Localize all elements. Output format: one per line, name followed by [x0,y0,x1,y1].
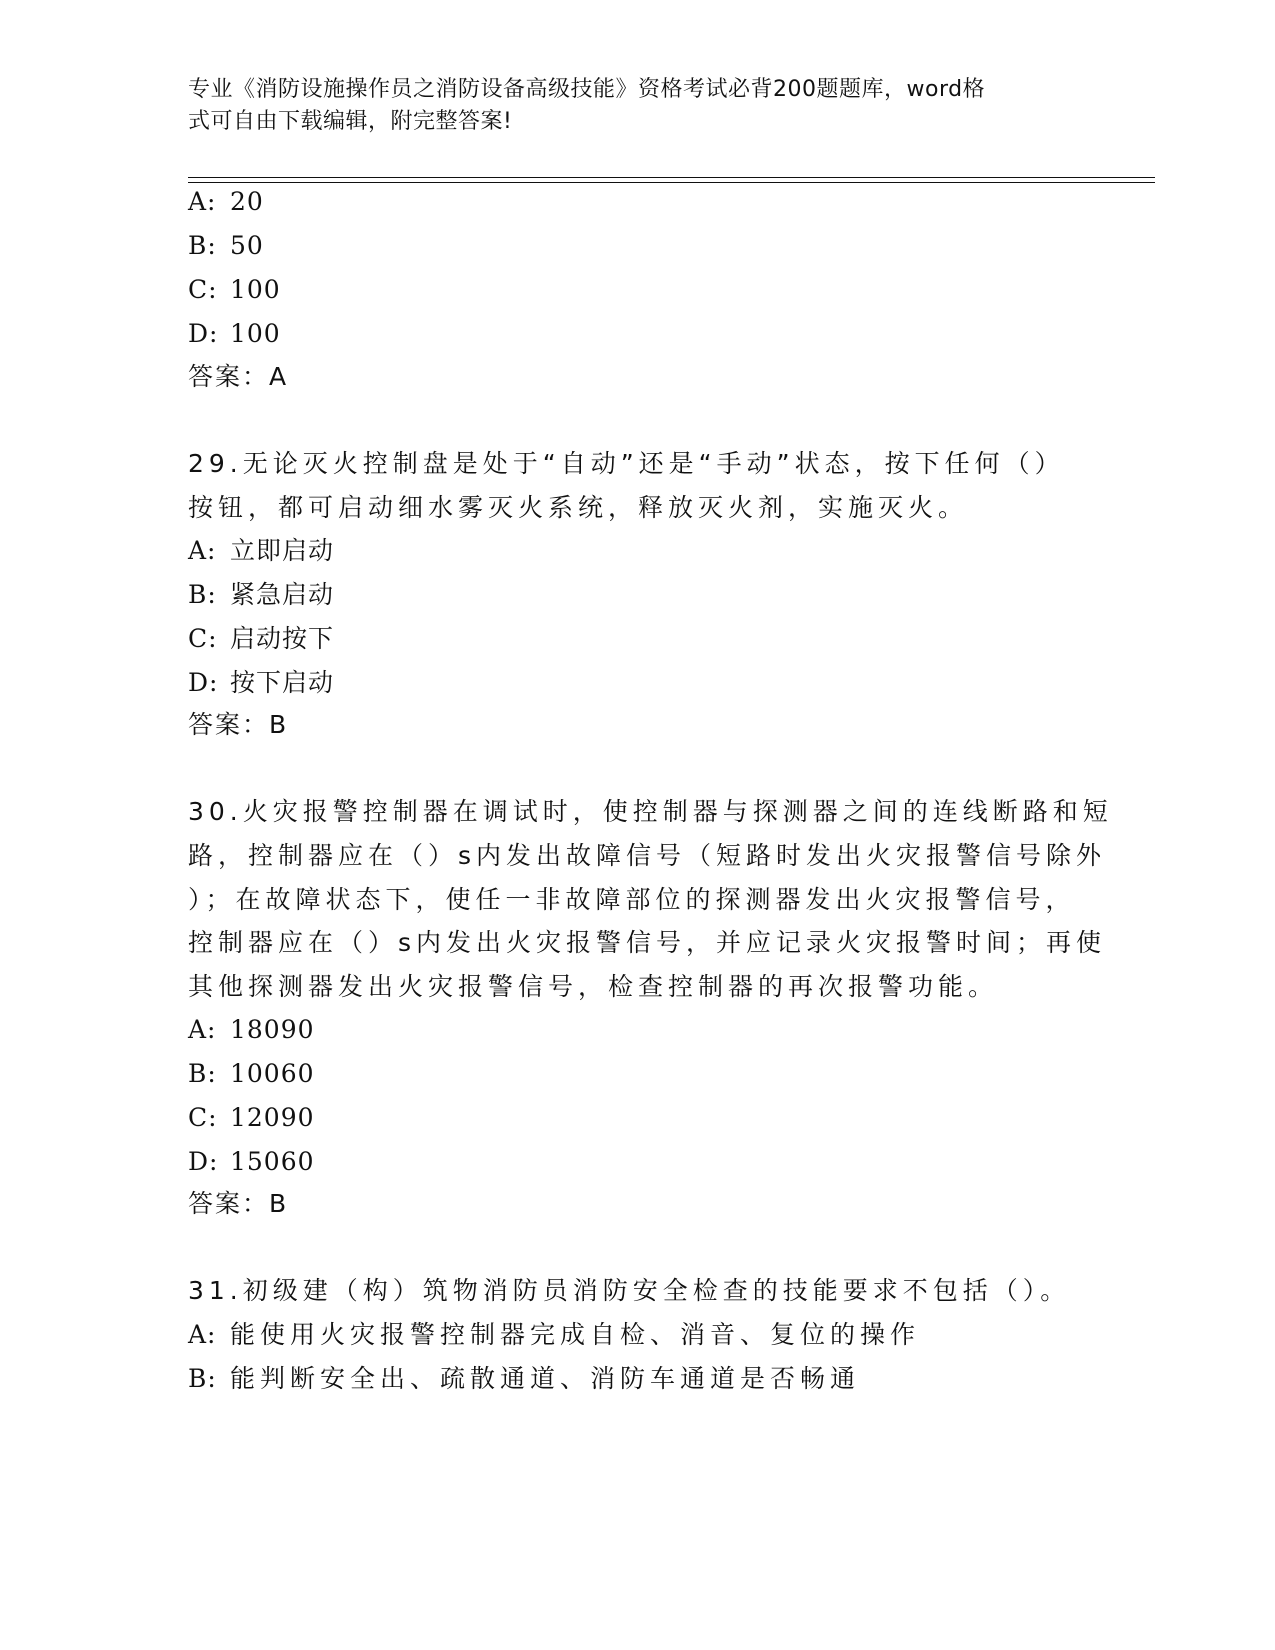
option-label: B: [188,231,217,260]
q30-text-line-2: 路，控制器应在（）s内发出故障信号（短路时发出火灾报警信号除外 [188,841,1107,870]
option-text: 10060 [230,1059,315,1088]
q30-text-line-5: 其他探测器发出火灾报警信号，检查控制器的再次报警功能。 [188,972,999,1001]
q29-text-line-2: 按钮，都可启动细水雾灭火系统，释放灭火剂，实施灭火。 [188,493,969,522]
q29-option-a [188,536,334,566]
option-text: 50 [230,231,264,260]
q30-text-line-4: 控制器应在（）s内发出火灾报警信号，并应记录火灾报警时间；再使 [188,928,1107,957]
q29-option-c [188,624,334,654]
header-line-2: 式可自由下载编辑，附完整答案! [188,109,513,134]
q30-option-c [188,1103,315,1133]
prev-option-a [188,187,264,217]
q30-option-a [188,1015,315,1045]
option-label: C: [188,624,218,653]
option-text: 15060 [230,1147,315,1176]
q30-option-b [188,1059,315,1089]
option-label: B: [188,1059,217,1088]
option-label: B: [188,1364,217,1393]
header-rule-top [188,177,1155,178]
option-text: 12090 [230,1103,315,1132]
option-label: D: [188,319,219,348]
option-label: A: [188,1320,217,1349]
header-line-1: 专业《消防设施操作员之消防设备高级技能》资格考试必背200题题库，word格 [188,77,986,102]
q30-option-d [188,1147,315,1177]
option-text: 按下启动 [230,668,335,697]
prev-option-c [188,275,281,305]
option-label: A: [188,536,217,565]
option-text: 100 [230,319,281,348]
q31-option-b [188,1364,860,1394]
q29-option-d [188,668,334,698]
header-rule-bottom [188,182,1155,183]
option-label: C: [188,275,218,304]
q29-option-b [188,580,334,610]
option-text: 20 [230,187,264,216]
option-label: D: [188,668,219,697]
q31-option-a [188,1320,920,1350]
q30-text-line-3: ）；在故障状态下，使任一非故障部位的探测器发出火灾报警信号， [188,885,1076,914]
q29-text-line-1: 29.无论灭火控制盘是处于“自动”还是“手动”状态，按下任何（） [188,449,1065,478]
prev-option-b [188,231,264,261]
option-text: 18090 [230,1015,315,1044]
option-text: 能使用火灾报警控制器完成自检、消音、复位的操作 [230,1320,921,1349]
option-text: 100 [230,275,281,304]
option-label: C: [188,1103,218,1132]
q31-text-line-1: 31.初级建（构）筑物消防员消防安全检查的技能要求不包括（）。 [188,1276,1071,1305]
option-text: 启动按下 [230,624,335,653]
option-label: A: [188,1015,217,1044]
prev-option-d [188,319,281,349]
q30-answer: 答案：B [188,1189,289,1218]
option-label: A: [188,187,217,216]
option-label: D: [188,1147,219,1176]
option-text: 立即启动 [230,536,335,565]
option-text: 紧急启动 [230,580,335,609]
q30-text-line-1: 30.火灾报警控制器在调试时，使控制器与探测器之间的连线断路和短 [188,797,1113,826]
option-text: 能判断安全出、疏散通道、消防车通道是否畅通 [230,1364,861,1393]
option-label: B: [188,580,217,609]
q29-answer: 答案：B [188,710,289,739]
document-header [188,74,1068,138]
prev-answer: 答案：A [188,362,289,391]
